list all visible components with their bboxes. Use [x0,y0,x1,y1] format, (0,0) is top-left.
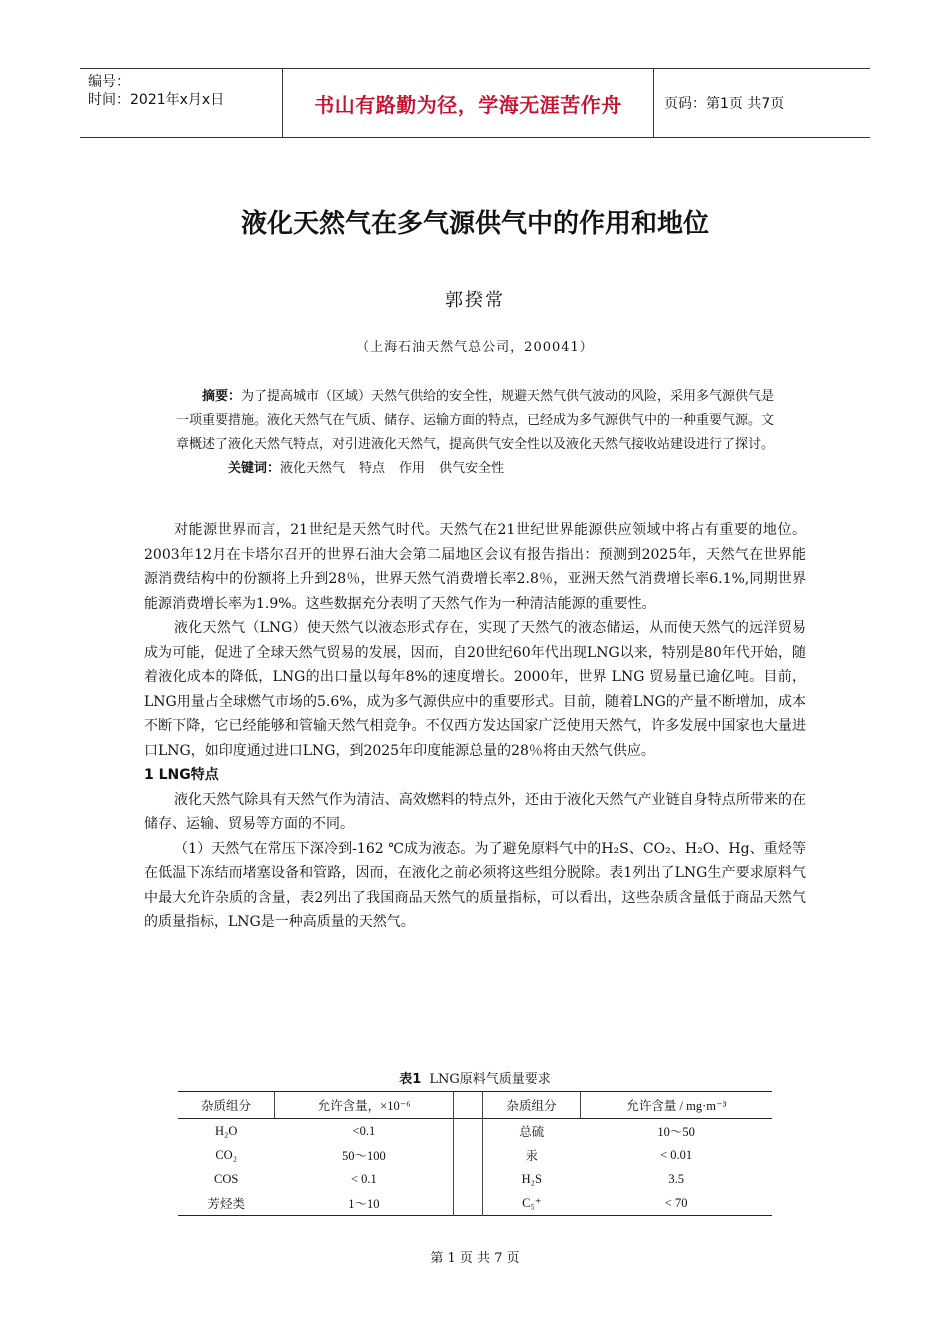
table-cell: C₅⁺ [522,1196,542,1210]
body-paragraph-4: （1）天然气在常压下深冷到-162 ℃成为液态。为了避免原料气中的H₂S、CO₂、H₂O、Hg、重烃等在低温下冻结而堵塞设备和管路，因而，在液化之前必须将这些组分脱除。表1列出了LNG生产要求原料气中最大允许杂质的含量，表2列出了我国商品天然气的质量指标，可以看出，这些杂质含量低于商品天然气的质量指标，LNG是一种高质量的天然气。 [144,840,806,930]
keywords-line [176,457,782,481]
article-body [144,518,806,935]
keyword: 液化天然气 [280,461,346,476]
table-1-caption-text: LNG原料气质量要求 [429,1072,551,1087]
table-separator [454,1191,483,1216]
table-header-cell: 允许含量 / mg·m⁻³ [580,1092,772,1119]
table-cell: 汞 [525,1149,539,1163]
table-row [178,1119,772,1144]
table-cell: H₂S [521,1171,542,1186]
body-paragraph-3: 液化天然气除具有天然气作为清洁、高效燃料的特点外，还由于液化天然气产业链自身特点所带来的在储存、运输、贸易等方面的不同。 [144,791,806,832]
table-cell: H₂O [215,1123,238,1138]
table-cell: 10～50 [657,1125,695,1139]
table-row [178,1167,772,1191]
table-cell: <0.1 [352,1123,376,1138]
date-label: 时间：2021年x月x日 [88,92,225,108]
table-header-cell: 允许含量，×10⁻⁶ [274,1092,453,1119]
table-row [178,1143,772,1167]
article-author: 郭揆常 [445,290,505,311]
page-header [80,68,870,138]
header-page-info: 页码：第1页 共7页 [664,96,785,112]
keyword: 供气安全性 [439,461,505,476]
article-title: 液化天然气在多气源供气中的作用和地位 [240,209,709,239]
table-cell: 50～100 [342,1149,386,1163]
body-paragraph-2: 液化天然气（LNG）使天然气以液态形式存在，实现了天然气的液态储运，从而使天然气的远洋贸易成为可能，促进了全球天然气贸易的发展，因而，自20世纪60年代出现LNG以来，特别是80年代开始，随着液化成本的降低，LNG的出口量以每年8%的速度增长。2000年，世界 LNG 贸易量已逾亿吨。目前，LNG用量占全球燃气市场的5.6%，成为多气源供应中的重要形式。目前，随着LNG的产量不断增加，成本不断下降，它已经能够和管输天然气相竞争。不仅西方发达国家广泛使用天然气，许多发展中国家也大量进口LNG，如印度通过进口LNG，到2025年印度能源总量的28％将由天然气供应。 [144,620,806,759]
table-separator [454,1167,483,1191]
table-1-number: 表1 [399,1072,422,1087]
article-affiliation: （上海石油天然气总公司，200041） [356,340,594,355]
keywords-label: 关键词： [228,461,281,476]
header-motto: 书山有路勤为径，学海无涯苦作舟 [282,69,654,137]
table-header-cell: 杂质组分 [506,1099,557,1113]
table-row [178,1191,772,1216]
keyword: 作用 [399,461,426,476]
header-info-cell [80,69,282,137]
section-heading-1: 1 LNG特点 [144,767,219,783]
table-cell: < 0.1 [350,1171,377,1186]
abstract-paragraph [176,385,782,457]
abstract-block [176,385,782,481]
table-1-caption [0,1068,950,1087]
table-separator [454,1119,483,1144]
table-header-cell: 杂质组分 [200,1099,251,1113]
table-cell: COS [214,1171,239,1186]
abstract-text: 为了提高城市（区域）天然气供给的安全性，规避天然气供气波动的风险，采用多气源供气是一项重要措施。液化天然气在气质、储存、运输方面的特点，已经成为多气源供气中的一种重要气源。文章概述了液化天然气特点，对引进液化天然气，提高供气安全性以及液化天然气接收站建设进行了探讨。 [176,389,775,452]
table-cell: < 70 [664,1195,688,1210]
table-separator [454,1092,483,1119]
page-footer: 第 1 页 共 7 页 [430,1251,520,1266]
table-cell: 总硫 [519,1125,545,1139]
table-cell: 1～10 [348,1197,380,1211]
table-cell: 3.5 [668,1171,684,1186]
table-cell: CO₂ [215,1147,238,1162]
table-1 [178,1091,772,1216]
body-paragraph-1: 对能源世界而言，21世纪是天然气时代。天然气在21世纪世界能源供应领域中将占有重要的地位。2003年12月在卡塔尔召开的世界石油大会第二届地区会议有报告指出：预测到2025年，天然气在世界能源消费结构中的份额将上升到28％，世界天然气消费增长率2.8％，亚洲天然气消费增长率6.1%,同期世界能源消费增长率为1.9%。这些数据充分表明了天然气作为一种清洁能源的重要性。 [144,522,806,612]
keyword: 特点 [359,461,386,476]
table-separator [454,1143,483,1167]
table-cell: < 0.01 [660,1147,693,1162]
serial-label: 编号： [88,74,130,90]
table-header-row [178,1092,772,1119]
abstract-label: 摘要： [202,389,242,404]
table-cell: 芳烃类 [207,1197,245,1211]
